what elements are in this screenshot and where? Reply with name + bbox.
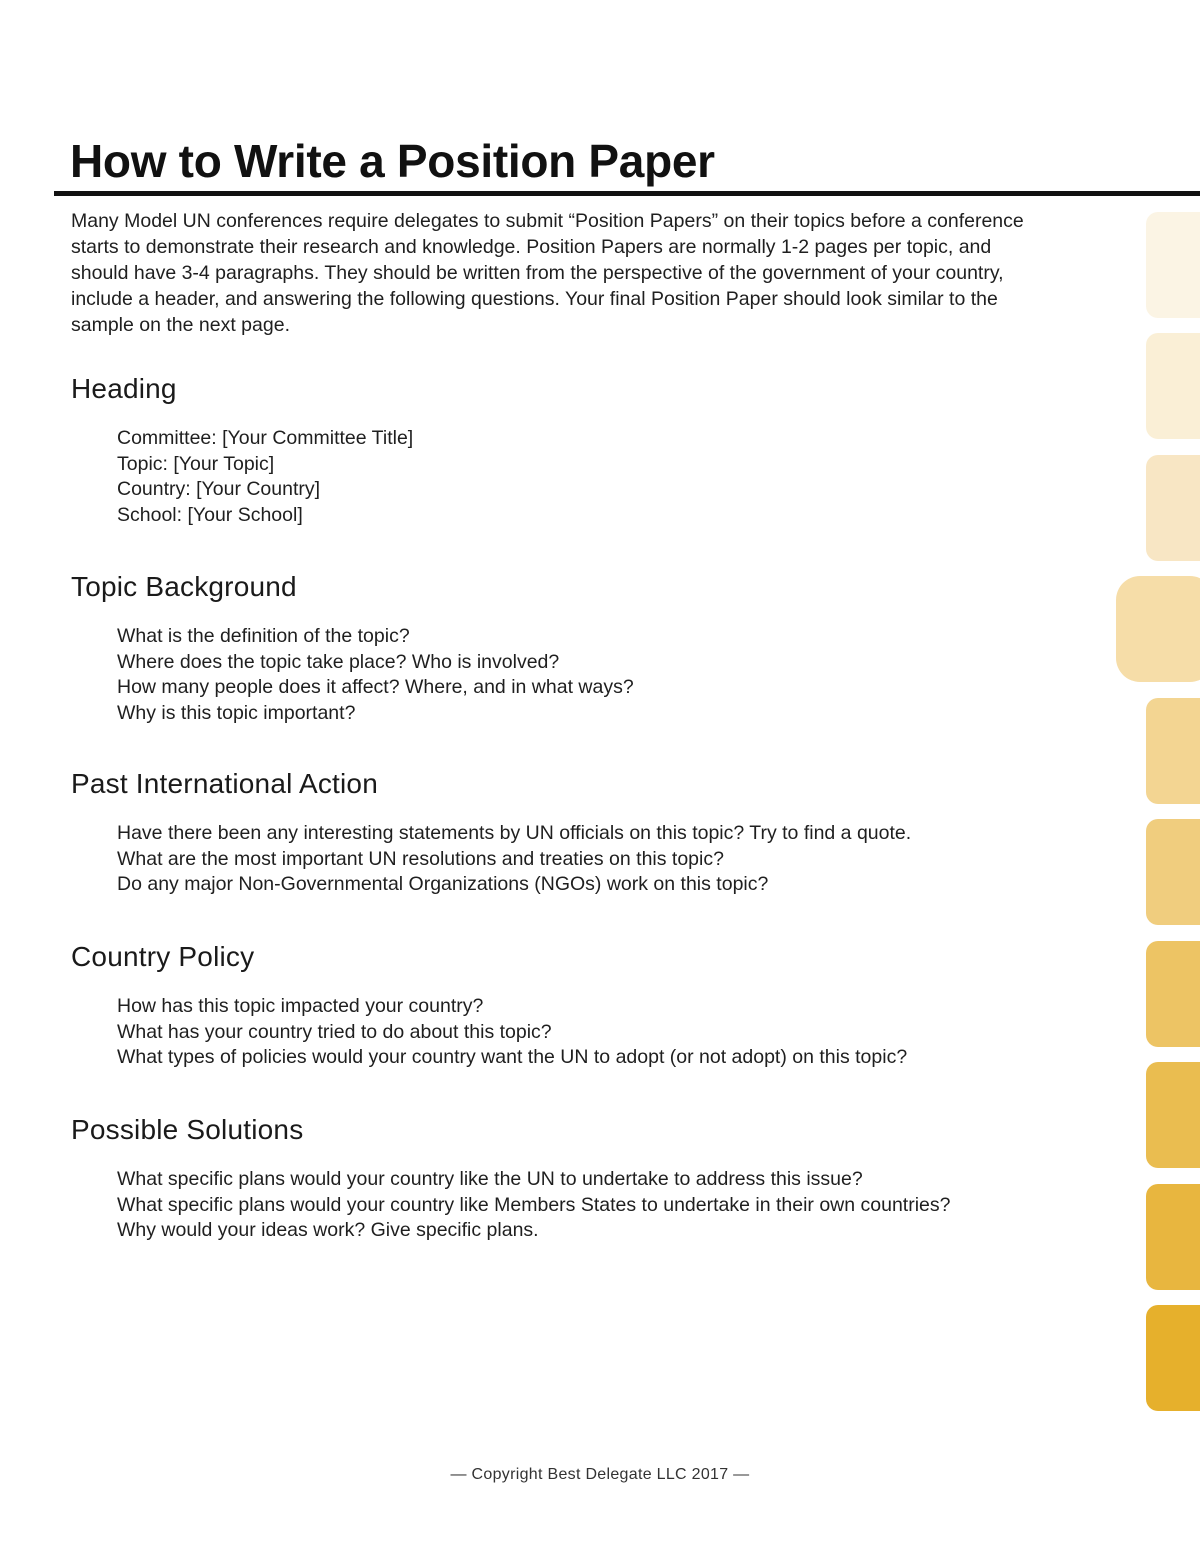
section-line: Why would your ideas work? Give specific plans. (117, 1219, 539, 1241)
section-tab[interactable] (1146, 212, 1200, 318)
section-title: Past International Action (71, 768, 378, 799)
section-line: What specific plans would your country like Members States to undertake in their own countries? (117, 1193, 951, 1216)
section-tab[interactable] (1146, 333, 1200, 439)
section-lines (71, 994, 1111, 1071)
section-tab[interactable] (1146, 1184, 1200, 1290)
section-line: Where does the topic take place? Who is involved? (117, 650, 560, 673)
title-divider (54, 191, 1200, 196)
section-tab[interactable] (1146, 455, 1200, 561)
section-line: How has this topic impacted your country? (117, 995, 484, 1017)
section-line: What specific plans would your country like the UN to undertake to address this issue? (117, 1168, 863, 1190)
section-line: What has your country tried to do about this topic? (117, 1020, 552, 1043)
section-lines (71, 624, 1111, 726)
section-tab[interactable] (1146, 698, 1200, 804)
section-tab[interactable] (1146, 1305, 1200, 1411)
section-line: How many people does it affect? Where, and in what ways? (117, 676, 634, 698)
section-title: Heading (71, 373, 177, 404)
section-line: What is the definition of the topic? (117, 625, 410, 647)
section-past-international-action (71, 767, 1111, 898)
section-title: Topic Background (71, 571, 297, 602)
page-title: How to Write a Position Paper (70, 135, 715, 187)
section-line: What are the most important UN resolutions and treaties on this topic? (117, 847, 724, 870)
section-possible-solutions (71, 1113, 1111, 1244)
section-country-policy (71, 940, 1111, 1071)
section-title: Possible Solutions (71, 1114, 304, 1145)
section-heading (71, 372, 1111, 528)
section-line: Do any major Non-Governmental Organizations (NGOs) work on this topic? (117, 873, 769, 895)
section-line: Why is this topic important? (117, 701, 356, 724)
section-line: What types of policies would your country want the UN to adopt (or not adopt) on this topic? (117, 1046, 908, 1068)
section-line: Have there been any interesting statements by UN officials on this topic? Try to find a quote. (117, 822, 912, 844)
section-title: Country Policy (71, 941, 255, 972)
section-line: Country: [Your Country] (117, 478, 321, 500)
section-tab[interactable] (1146, 1062, 1200, 1168)
section-tab[interactable] (1116, 576, 1200, 682)
section-topic-background (71, 570, 1111, 726)
section-lines (71, 1167, 1111, 1244)
section-line: Topic: [Your Topic] (117, 452, 275, 475)
section-tab[interactable] (1146, 819, 1200, 925)
intro-paragraph: Many Model UN conferences require delegates to submit “Position Papers” on their topics before a conference starts to demonstrate their research and knowledge. Position Papers are normally 1-2 pages per topic, and should have 3-4 paragraphs. They should be written from the perspective of the government of your country, include a header, and answering the following questions. Your final Position Paper should look similar to the sample on the next page. (71, 210, 1024, 336)
section-lines (71, 821, 1111, 898)
section-line: Committee: [Your Committee Title] (117, 427, 414, 449)
section-lines (71, 426, 1111, 528)
copyright-footer: — Copyright Best Delegate LLC 2017 — (450, 1466, 750, 1483)
section-line: School: [Your School] (117, 503, 303, 526)
section-tab[interactable] (1146, 941, 1200, 1047)
